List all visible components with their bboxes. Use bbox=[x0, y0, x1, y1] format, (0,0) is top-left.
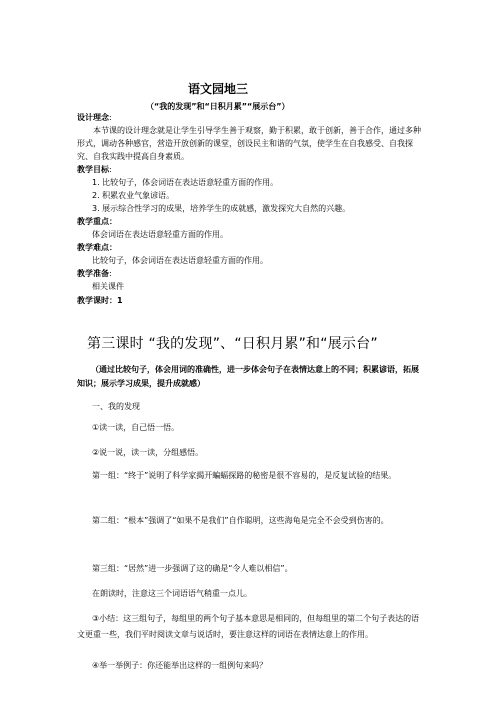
step4-text: ④举一举例子：你还能举出这样的一组例句来吗？ bbox=[92, 661, 268, 670]
reading-note: 在朗读时，注意这三个词语语气稍重一点儿。 bbox=[92, 589, 252, 598]
prep-colon: : bbox=[109, 269, 112, 278]
summary-text: ③小结：这三组句子，每组里的两个句子基本意思是相同的，但每组里的第二个句子表达的语文更重一些，我们平时阅读文章与说话时，要注意这样的词语在表情达意上的作用。 bbox=[77, 614, 420, 639]
goal-item: 1. 比较句子，体会词语在表达语意轻重方面的作用。 bbox=[92, 178, 279, 187]
difficulty-label: 教学难点： bbox=[77, 243, 117, 252]
goals-heading bbox=[77, 163, 112, 176]
doc-title: 语文园地三 bbox=[188, 82, 249, 96]
goals-label: 教学目标 bbox=[77, 165, 109, 174]
goal-item: 2. 积累农业气象谚语。 bbox=[92, 191, 175, 200]
doc-subtitle: （“我的发现”和“日积月累”“展示台”） bbox=[146, 102, 290, 111]
hours-line bbox=[77, 294, 123, 307]
difficulty-text: 比较句子，体会词语在表达语意轻重方面的作用。 bbox=[92, 256, 268, 265]
hours-value: 1 bbox=[117, 296, 123, 305]
lesson-title: 第三课时 “我的发现”、“日积月累”和“展示台” bbox=[87, 336, 378, 352]
group3-text: 第三组：“居然”进一步强调了这的确是“令人难以相信”。 bbox=[92, 564, 293, 573]
section-heading: 一、我的发现 bbox=[92, 402, 140, 411]
key-label: 教学重点： bbox=[77, 217, 117, 226]
design-colon: : bbox=[109, 113, 112, 122]
group2-text: 第二组：“根本”强调了“如果不是我们”自作聪明，这些海龟是完全不会受到伤害的。 bbox=[92, 516, 389, 525]
design-heading bbox=[77, 111, 112, 124]
lesson-summary: （通过比较句子，体会用词的准确性，进一步体会句子在表情达意上的不同；积累谚语，拓展知识；展示学习成果，提升成就感） bbox=[77, 365, 419, 388]
step-item: ①读一读，自己悟一悟。 bbox=[92, 423, 180, 432]
step-item: ②说一说，读一读，分组感悟。 bbox=[92, 448, 204, 457]
prep-label: 教学准备 bbox=[77, 269, 109, 278]
goal-item: 3. 展示综合性学习的成果，培养学生的成就感，激发探究大自然的兴趣。 bbox=[92, 204, 351, 213]
prep-heading bbox=[77, 267, 112, 280]
design-text: 本节课的设计理念就是让学生引导学生善于观察，勤于积累，敢于创新，善于合作，通过多种形式，调动各种感官，营造开放创新的课堂，创设民主和谐的气氛，使学生在自我感受、自我探究、自我实践中提高自身素质。 bbox=[77, 126, 421, 161]
group1-text: 第一组：“终于”说明了科学家揭开蝙蝠探路的秘密是很不容易的，是反复试验的结果。 bbox=[92, 471, 397, 480]
design-label: 设计理念 bbox=[77, 113, 109, 122]
key-text: 体会词语在表达语意轻重方面的作用。 bbox=[92, 230, 228, 239]
goals-colon: : bbox=[109, 165, 112, 174]
prep-text: 相关课件 bbox=[92, 282, 124, 291]
hours-label: 教学课时： bbox=[77, 296, 117, 305]
